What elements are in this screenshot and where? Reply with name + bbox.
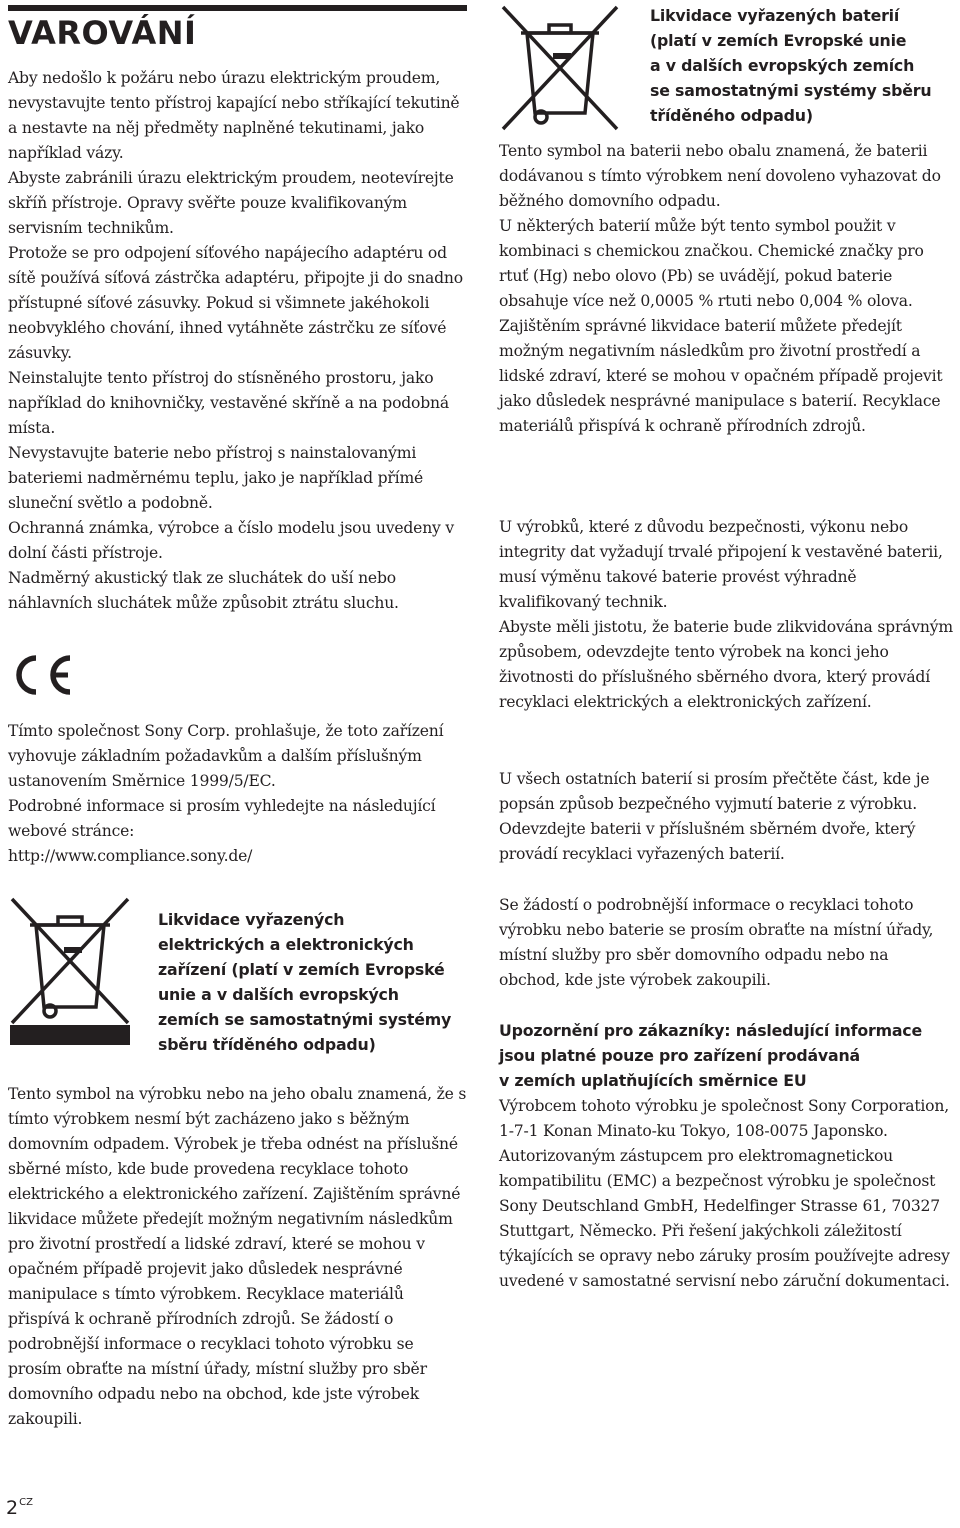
- battery-paragraph-1: Tento symbol na baterii nebo obalu znamená, že baterii dodávanou s tímto výrobkem není dovoleno vyhazovat do běžného domovního odpadu.: [499, 142, 941, 210]
- page-language: CZ: [19, 1497, 33, 1508]
- customers-heading-line: jsou platné pouze pro zařízení prodávaná: [499, 1046, 860, 1065]
- page-number-value: 2: [6, 1497, 19, 1519]
- ce-mark-icon: [8, 650, 78, 700]
- battery-paragraph-2: U některých baterií může být tento symbol použit v kombinaci s chemickou značkou. Chemické značky pro rtuť (Hg) nebo olovo (Pb) se uvádějí, pokud baterie obsahuje více než 0,0005 % rtuti nebo 0,004 % olova.: [499, 217, 924, 310]
- declaration-info: Podrobné informace si prosím vyhledejte na následující webové stránce:: [8, 797, 436, 840]
- warning-paragraph-1: Aby nedošlo k požáru nebo úrazu elektrickým proudem, nevystavujte tento přístroj kapající nebo stříkající tekutině a nestavte na něj předměty naplněné tekutinami, jako například vázy.: [8, 69, 460, 162]
- battery-heading-line: tříděného odpadu): [650, 106, 813, 125]
- warning-paragraph-4: Neinstalujte tento přístroj do stísněného prostoru, jako například do knihovničky, vestavěné skříně a na podobná místa.: [8, 369, 449, 437]
- declaration-paragraph: Tímto společnost Sony Corp. prohlašuje, že toto zařízení vyhovuje základním požadavkům a dalším příslušným ustanovením Směrnice 1999/5/EC.: [8, 722, 444, 790]
- warning-paragraph-5: Nevystavujte baterie nebo přístroj s nainstalovanými bateriemi nadměrnému teplu, jako je například přímé sluneční světlo a podobně.: [8, 444, 424, 512]
- battery-integrity-section: [499, 515, 954, 715]
- battery-other-paragraph: U všech ostatních baterií si prosím přečtěte část, kde je popsán způsob bezpečného vyjmutí baterie z výrobku. Odevzdejte baterii v příslušném sběrném dvoře, který provádí recyklaci vyřazených baterií.: [499, 770, 930, 863]
- weee-section: [8, 1082, 470, 1432]
- warning-section: [8, 66, 470, 616]
- page-number: [6, 1497, 33, 1519]
- warning-paragraph-2: Abyste zabránili úrazu elektrickým proudem, neotevírejte skříň přístroje. Opravy svěřte pouze kvalifikovaným servisním technikům.: [8, 169, 454, 237]
- customers-body: Výrobcem tohoto výrobku je společnost Sony Corporation, 1-7-1 Konan Minato-ku Tokyo, 108-0075 Japonsko. Autorizovaným zástupcem pro elektromagnetickou kompatibilitu (EMC) a bezpečnost výrobku je společnost Sony Deutschland GmbH, Hedelfinger Strasse 61, 70327 Stuttgart, Německo. Při řešení jakýchkoli záležitostí týkajících se opravy nebo záruky prosím používejte adresy uvedené v samostatné servisní nebo záruční dokumentaci.: [499, 1097, 950, 1290]
- weee-heading-line: zařízení (platí v zemích Evropské: [158, 960, 445, 979]
- weee-heading: [158, 907, 470, 1057]
- weee-heading-line: zemích se samostatnými systémy: [158, 1010, 452, 1029]
- customers-heading: [499, 1018, 959, 1093]
- battery-heading-line: a v dalších evropských zemích: [650, 56, 915, 75]
- battery-wheelie-bin-icon: [499, 3, 621, 133]
- battery-paragraph-3: Zajištěním správné likvidace baterií můžete předejít možným negativním následkům pro životní prostředí a lidské zdraví, které se mohou v opačném případě projevit jako důsledek nesprávné manipulace s baterií. Recyklace materiálů přispívá k ochraně přírodních zdrojů.: [499, 317, 943, 435]
- customers-heading-line: v zemích uplatňujících směrnice EU: [499, 1071, 807, 1090]
- warning-paragraph-3: Protože se pro odpojení síťového napájecího adaptéru od sítě používá síťová zástrčka adaptéru, připojte ji do snadno přístupné síťové zásuvky. Pokud si všimnete jakéhokoli neobvyklého chování, ihned vytáhněte zástrčku ze síťové zásuvky.: [8, 244, 463, 362]
- battery-heading-line: (platí v zemích Evropské unie: [650, 31, 907, 50]
- battery-info-section: [499, 893, 954, 993]
- weee-body: Tento symbol na výrobku nebo na jeho obalu znamená, že s tímto výrobkem nesmí být zacházeno jako s běžným domovním odpadem. Výrobek je třeba odnést na příslušné sběrné místo, kde bude provedena recyklace tohoto elektrického a elektronického zařízení. Zajištěním správné likvidace můžete předejít možným negativním následkům pro životní prostředí a lidské zdraví, které se mohou v opačném případě projevit jako důsledek nesprávné manipulace s tímto výrobkem. Recyklace materiálů přispívá k ochraně přírodních zdrojů. Se žádostí o podrobnější informace o recyklaci tohoto výrobku se prosím obraťte na místní úřady, místní služby pro sběr domovního odpadu nebo na obchod, kde jste výrobek zakoupili.: [8, 1085, 467, 1428]
- header-rule: [8, 5, 467, 11]
- weee-heading-line: Likvidace vyřazených: [158, 910, 345, 929]
- battery-info-paragraph: Se žádostí o podrobnější informace o recyklaci tohoto výrobku nebo baterie se prosím obraťte na místní úřady, místní služby pro sběr domovního odpadu nebo na obchod, kde jste výrobek zakoupili.: [499, 896, 934, 989]
- customers-heading-line: Upozornění pro zákazníky: následující informace: [499, 1021, 922, 1040]
- battery-heading-line: Likvidace vyřazených baterií: [650, 6, 900, 25]
- battery-section: [499, 139, 954, 439]
- warning-title: VAROVÁNÍ: [8, 14, 197, 52]
- battery-integrity-paragraph-1: U výrobků, které z důvodu bezpečnosti, výkonu nebo integrity dat vyžadují trvalé připojení k vestavěné baterii, musí výměnu takové baterie provést výhradně kvalifikovaný technik.: [499, 518, 943, 611]
- battery-integrity-paragraph-2: Abyste měli jistotu, že baterie bude zlikvidována správným způsobem, odevzdejte tento výrobek na konci jeho životnosti do příslušného sběrného dvora, který provádí recyklaci elektrických a elektronických zařízení.: [499, 618, 953, 711]
- battery-heading: [650, 3, 955, 128]
- battery-other-section: [499, 767, 954, 867]
- weee-heading-line: sběru tříděného odpadu): [158, 1035, 376, 1054]
- weee-heading-line: unie a v dalších evropských: [158, 985, 399, 1004]
- battery-heading-line: se samostatnými systémy sběru: [650, 81, 932, 100]
- declaration-url[interactable]: http://www.compliance.sony.de/: [8, 847, 253, 865]
- customers-section: [499, 1094, 954, 1294]
- weee-heading-line: elektrických a elektronických: [158, 935, 414, 954]
- warning-paragraph-7: Nadměrný akustický tlak ze sluchátek do uší nebo náhlavních sluchátek může způsobit ztrátu sluchu.: [8, 569, 399, 612]
- declaration-section: [8, 719, 470, 869]
- warning-paragraph-6: Ochranná známka, výrobce a číslo modelu jsou uvedeny v dolní části přístroje.: [8, 519, 455, 562]
- crossed-out-wheelie-bin-icon: [8, 895, 132, 1047]
